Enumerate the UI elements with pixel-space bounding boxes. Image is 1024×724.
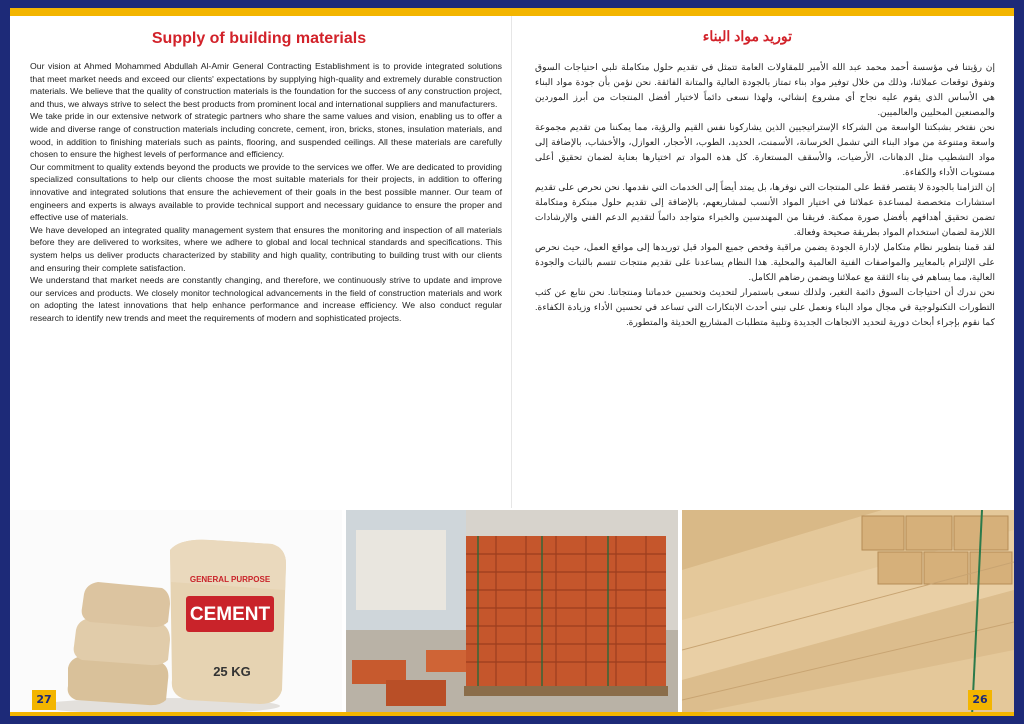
bag-header-text: GENERAL PURPOSE bbox=[189, 575, 271, 584]
english-paragraph: Our vision at Ahmed Mohammed Abdullah Al-Amir General Contracting Establishment is to provide integrated solutions that meet market needs and exceed our clients' expectations by supplying high-quality and extremely durable construction materials. We believe that the quality of construction materials is the foundation for the success of any construction project, and thus, we always strive to select the best products from prominent local and international suppliers and manufacturers. bbox=[30, 61, 502, 109]
bottom-accent-rule bbox=[10, 712, 1014, 716]
english-paragraph: Our commitment to quality extends beyond the products we provide to the services we offer. We are dedicated to providing specialized consultations to help our clients choose the most suitable materials for their projects, in addition to offering innovative and integrated solutions that ensure the achievement of their goals in the best possible manner. Our team of engineers and experts is always available to provide technical support and necessary guidance to ensure the proper and effective use of materials. bbox=[30, 161, 502, 223]
arabic-paragraph: نحن ندرك أن احتياجات السوق دائمة التغير، ولذلك نسعى باستمرار لتحديث وتحسين خدماتنا ومنتجاتنا. نحن نتابع عن كثب التطورات التكنولوجية في مجال مواد البناء ونعمل على تبني أحدث الابتكارات التي تساعد في تحسين الأداء وزيادة الكفاءة. كما نقوم بإجراء أبحاث دورية لتحديد الاتجاهات الجديدة وتلبية متطلبات المشاريع الحديثة والمتطورة. bbox=[535, 287, 995, 327]
english-paragraph: We have developed an integrated quality management system that ensures the monitoring and inspection of all materials before they are delivered to worksites, where we adhere to global and local technical standards and specifications. This system helps us deliver products characterized by stability and high quality, contributing to building trust with our clients and ensuring their complete satisfaction. bbox=[30, 224, 502, 273]
bricks-pallet-photo bbox=[346, 510, 678, 716]
center-fold bbox=[511, 16, 512, 508]
arabic-paragraph: لقد قمنا بتطوير نظام متكامل لإدارة الجودة يضمن مراقبة وفحص جميع المواد قبل توريدها إلى مواقع العمل، حيث نحرص على الإلتزام بالمعايير والمواصفات الفنية العالمية والمحلية. هذا النظام يساعدنا على تقديم منتجات تتسم بالثبات والجودة العالية، مما يساهم في بناء الثقة مع عملائنا ويضمن رضاهم الكامل. bbox=[535, 242, 995, 282]
english-paragraph: We take pride in our extensive network of strategic partners who share the same values and vision, enabling us to offer a wide and diverse range of construction materials including concrete, cement, iron, bricks, stones, insulation materials, and wood, in addition to finishing materials such as paints, flooring, and suspended ceilings. All these materials are carefully chosen to ensure the highest levels of performance and efficiency. bbox=[30, 111, 502, 160]
brochure-spread bbox=[10, 8, 1014, 716]
arabic-page-title: توريد مواد البناء bbox=[702, 28, 792, 44]
arabic-paragraph: إن التزامنا بالجودة لا يقتصر فقط على المنتجات التي نوفرها، بل يمتد أيضاً إلى الخدمات التي نقدمها. نحن نحرص على تقديم استشارات متخصصة لمساعدة عملائنا في اختيار المواد الأنسب لمشاريعهم، بالإضافة إلى تقديم حلول مبتكرة ومتكاملة تضمن تحقيق أهدافهم بأفضل صورة ممكنة. فريقنا من المهندسين والخبراء متواجد دائماً لتقديم الدعم الفني والإرشادات اللازمة لضمان استخدام المواد بطريقة صحيحة وفعالة. bbox=[535, 182, 995, 237]
left-page-number: 27 bbox=[32, 690, 56, 710]
arabic-paragraph: نحن نفتخر بشبكتنا الواسعة من الشركاء الإستراتيجيين الذين يشاركونا نفس القيم والرؤية، مما يمكننا من تقديم مجموعة واسعة ومتنوعة من مواد البناء التي تشمل الخرسانة، الأسمنت، الحديد، الطوب، الأحجار، العوازل، والأخشاب، بالإضافة إلى مواد التشطيب مثل الدهانات، الأرضيات، والأسقف المستعارة. كل هذه المواد تم اختيارها بعناية لضمان تحقيق أعلى مستويات الأداء والكفاءة. bbox=[535, 122, 995, 177]
wood-planks-photo bbox=[682, 510, 1014, 716]
cement-bag bbox=[170, 540, 286, 704]
bag-label-text: CEMENT bbox=[189, 604, 271, 625]
arabic-body-text bbox=[535, 60, 995, 330]
right-page-number: 26 bbox=[968, 690, 992, 710]
bag-weight-text: 25 KG bbox=[213, 664, 251, 679]
english-paragraph: We understand that market needs are constantly changing, and therefore, we continuously strive to update and improve our services and products. We closely monitor technological advancements in the field of construction materials and work on adopting the latest innovations that help enhance performance and increase efficiency. We also conduct regular research to identify new trends and meet the requirements of modern and sophisticated projects. bbox=[30, 275, 502, 323]
cement-bags-photo bbox=[10, 510, 342, 716]
english-body-text bbox=[30, 60, 502, 324]
brick-pallet bbox=[464, 536, 668, 696]
arabic-paragraph: إن رؤيتنا في مؤسسة أحمد محمد عبد الله الأمير للمقاولات العامة تتمثل في تقديم حلول متكاملة تلبي احتياجات السوق وتفوق توقعات عملائنا، وذلك من خلال توفير مواد بناء تمتاز بالجودة العالية والمتانة الفائقة. نحن نؤمن بأن جودة مواد البناء هي الأساس الذي يقوم عليه نجاح أي مشروع إنشائي، ولهذا نسعى دائماً لاختيار أفضل المنتجات من أبرز الموردين والمصنعين المحليين والعالميين. bbox=[535, 62, 995, 117]
top-accent-rule bbox=[10, 8, 1014, 16]
english-page-title: Supply of building materials bbox=[151, 30, 367, 47]
